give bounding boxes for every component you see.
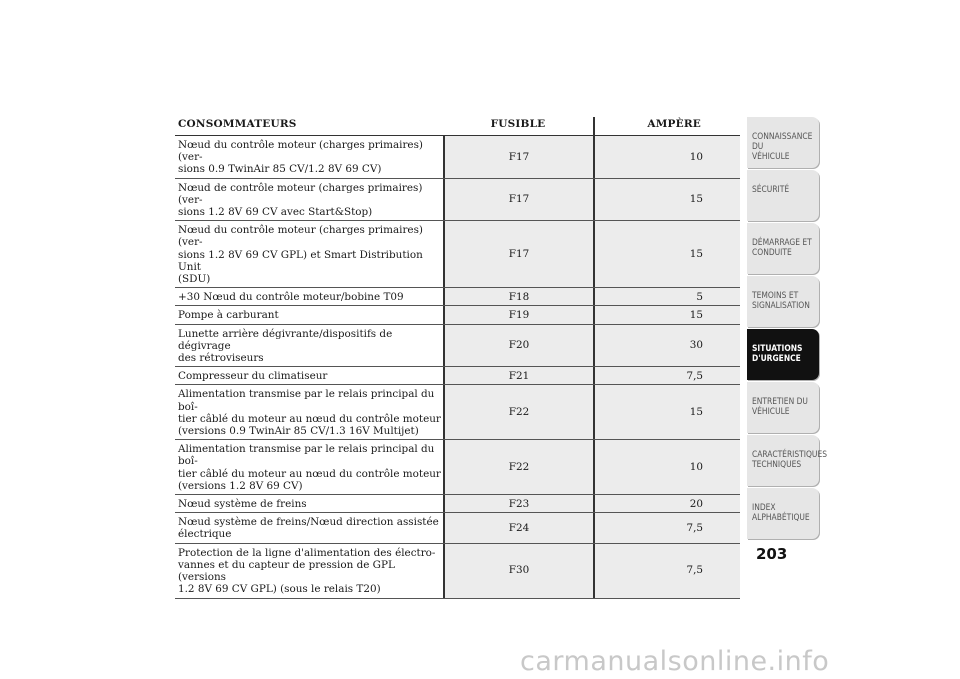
ampere-value: 15 — [593, 306, 740, 323]
ampere-value: 15 — [593, 221, 740, 287]
table-row — [175, 495, 740, 513]
fuse-id: F19 — [443, 306, 593, 323]
section-tab[interactable] — [747, 117, 819, 168]
fuse-id: F17 — [443, 179, 593, 221]
table-row — [175, 440, 740, 495]
table-row — [175, 136, 740, 179]
section-tab-label: INDEX ALPHABÉTIQUE — [752, 502, 810, 522]
ampere-value: 5 — [593, 288, 740, 305]
fuse-id: F24 — [443, 513, 593, 542]
table-row — [175, 306, 740, 324]
ampere-value: 15 — [593, 385, 740, 439]
ampere-value: 7,5 — [593, 544, 740, 598]
consumer-description: Alimentation transmise par le relais principal du boî- tier câblé du moteur au nœud du contrôle moteur (versions 1.2 8V 69 CV) — [178, 443, 441, 492]
section-tab-label: SÉCURITÉ — [752, 184, 790, 194]
fuse-id: F23 — [443, 495, 593, 512]
ampere-value: 15 — [593, 179, 740, 221]
table-row — [175, 385, 740, 440]
table-row — [175, 325, 740, 368]
fuse-table — [175, 117, 740, 599]
section-tab-label: TEMOINS ET SIGNALISATION — [752, 290, 810, 310]
table-row — [175, 179, 740, 222]
ampere-value: 7,5 — [593, 513, 740, 542]
section-tab[interactable] — [747, 276, 819, 327]
section-tab[interactable] — [747, 488, 819, 539]
table-row — [175, 544, 740, 599]
consumer-description: Pompe à carburant — [178, 309, 279, 322]
consumer-description: Protection de la ligne d'alimentation des électro- vannes et du capteur de pression de GPL (versions 1.2 8V 69 CV GPL) (sous le relais T20) — [178, 546, 436, 596]
page-number: 203 — [756, 545, 788, 563]
fuse-id: F22 — [443, 440, 593, 494]
ampere-value: 7,5 — [593, 367, 740, 384]
consumer-description: Nœud de contrôle moteur (charges primaires) (ver- sions 1.2 8V 69 CV avec Start&Stop) — [178, 181, 423, 219]
section-tab[interactable] — [747, 223, 819, 274]
fuse-id: F30 — [443, 544, 593, 598]
header-consumers: CONSOMMATEURS — [178, 118, 297, 130]
ampere-value: 20 — [593, 495, 740, 512]
table-row — [175, 288, 740, 306]
table-row — [175, 367, 740, 385]
header-fuse: FUSIBLE — [490, 118, 546, 130]
section-tab[interactable] — [747, 435, 827, 486]
section-tab-label: DÉMARRAGE ET CONDUITE — [752, 237, 812, 257]
fuse-id: F17 — [443, 136, 593, 178]
consumer-description: Nœud système de freins/Nœud direction assistée électrique — [178, 516, 439, 541]
consumer-description: Nœud du contrôle moteur (charges primaires) (ver- sions 0.9 TwinAir 85 CV/1.2 8V 69 CV) — [178, 139, 423, 176]
header-ampere: AMPÈRE — [647, 118, 701, 130]
section-tab-label: SITUATIONS D'URGENCE — [752, 343, 803, 363]
table-row — [175, 513, 740, 543]
consumer-description: Compresseur du climatiseur — [178, 370, 328, 383]
fuse-id: F17 — [443, 221, 593, 287]
section-tab-label: CONNAISSANCE DU VÉHICULE — [752, 131, 813, 161]
section-tab-label: ENTRETIEN DU VÉHICULE — [752, 396, 808, 416]
section-tab[interactable] — [747, 382, 819, 433]
consumer-description: Lunette arrière dégivrante/dispositifs de dégivrage des rétroviseurs — [178, 327, 393, 365]
ampere-value: 10 — [593, 440, 740, 494]
fuse-id: F20 — [443, 325, 593, 367]
consumer-description: +30 Nœud du contrôle moteur/bobine T09 — [178, 291, 404, 304]
table-header — [175, 117, 740, 136]
consumer-description: Alimentation transmise par le relais principal du boî- tier câblé du moteur au nœud du contrôle moteur (versions 0.9 TwinAir 85 CV/1.3 16V Multijet) — [178, 388, 441, 438]
fuse-id: F18 — [443, 288, 593, 305]
consumer-description: Nœud du contrôle moteur (charges primaires) (ver- sions 1.2 8V 69 CV GPL) et Smart Distribution Unit (SDU) — [178, 224, 423, 286]
table-row — [175, 221, 740, 288]
section-tabs — [747, 117, 827, 541]
fuse-id: F21 — [443, 367, 593, 384]
ampere-value: 10 — [593, 136, 740, 178]
section-tab-label: CARACTÉRISTIQUES TECHNIQUES — [752, 449, 827, 469]
table-body — [175, 136, 740, 599]
ampere-value: 30 — [593, 325, 740, 367]
watermark: carmanualsonline.info — [520, 646, 830, 677]
section-tab[interactable] — [747, 329, 819, 380]
fuse-id: F22 — [443, 385, 593, 439]
section-tab[interactable] — [747, 170, 819, 221]
consumer-description: Nœud système de freins — [178, 498, 307, 511]
